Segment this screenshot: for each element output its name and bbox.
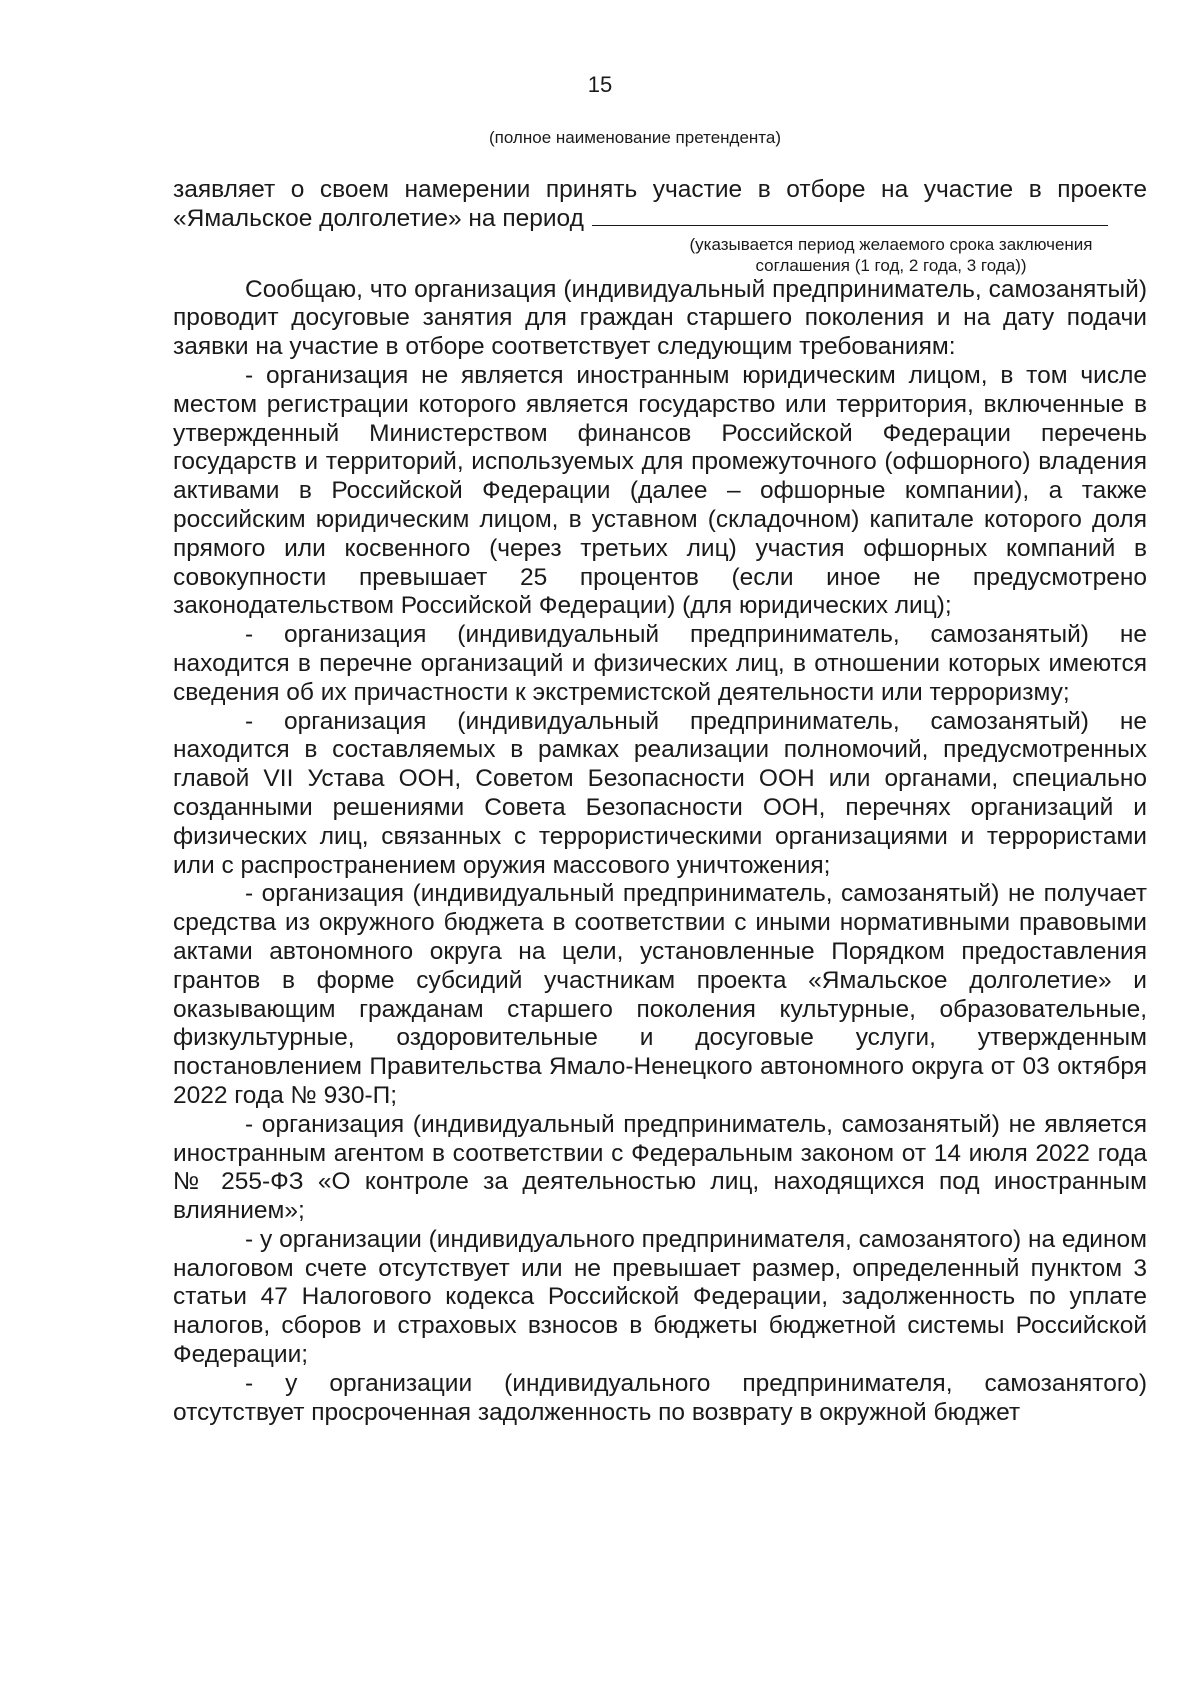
- statement-paragraph: Сообщаю, что организация (индивидуальный предприниматель, самозанятый) проводит досуговые занятия для граждан старшего поколения и на дату подачи заявки на участие в отборе соответствует следующим требованиям:: [173, 275, 1147, 361]
- applicant-name-caption: (полное наименование претендента): [488, 128, 782, 147]
- requirement-item: - организация (индивидуальный предприниматель, самозанятый) не получает средства из окружного бюджета в соответствии с иными нормативными правовыми актами автономного округа на цели, установленные Порядком предоставления грантов в форме субсидий участникам проекта «Ямальское долголетие» и оказывающим гражданам старшего поколения культурные, образовательные, физкультурные, оздоровительные и досуговые услуги, утвержденным постановлением Правительства Ямало-Ненецкого автономного округа от 03 октября 2022 года № 930-П;: [173, 880, 1147, 1109]
- requirement-item: - у организации (индивидуального предпринимателя, самозанятого) на едином налоговом счете отсутствует или не превышает размер, определенный пунктом 3 статьи 47 Налогового кодекса Российской Федерации, задолженность по уплате налогов, сборов и страховых взносов в бюджеты бюджетной системы Российской Федерации;: [173, 1225, 1147, 1369]
- requirement-item: - организация (индивидуальный предприниматель, самозанятый) не находится в перечне организаций и физических лиц, в отношении которых имеются сведения об их причастности к экстремистской деятельности или терроризму;: [173, 621, 1147, 706]
- document-body: [173, 176, 1147, 1427]
- requirement-item: - у организации (индивидуального предпринимателя, самозанятого) отсутствует просроченная задолженность по возврату в окружной бюджет: [173, 1369, 1147, 1426]
- period-note-line-2: соглашения (1 год, 2 года, 3 года)): [755, 255, 1027, 275]
- period-note-line-1: (указывается период желаемого срока заключения: [689, 234, 1093, 254]
- period-note: [635, 234, 1147, 276]
- page-number: 15: [587, 72, 613, 97]
- requirement-item: - организация (индивидуальный предприниматель, самозанятый) не находится в составляемых в рамках реализации полномочий, предусмотренных главой VII Устава ООН, Советом Безопасности ООН или органами, специально созданными решениями Совета Безопасности ООН, перечнях организаций и физических лиц, связанных с террористическими организациями и террористами или с распространением оружия массового уничтожения;: [173, 707, 1147, 879]
- period-input-line: [592, 205, 1108, 226]
- requirement-item: - организация (индивидуальный предприниматель, самозанятый) не является иностранным агентом в соответствии с Федеральным законом от 14 июля 2022 года № 255-ФЗ «О контроле за деятельностью лиц, находящихся под иностранным влиянием»;: [173, 1110, 1147, 1225]
- intro-text: заявляет о своем намерении принять участие в отборе на участие в проекте «Ямальское долголетие» на период: [173, 176, 1147, 232]
- intro-paragraph: [173, 176, 1147, 234]
- requirement-item: - организация не является иностранным юридическим лицом, в том числе местом регистрации которого является государство или территория, включенные в утвержденный Министерством финансов Российской Федерации перечень государств и территорий, используемых для промежуточного (офшорного) владения активами в Российской Федерации (далее – офшорные компании), а также российским юридическим лицом, в уставном (складочном) капитале которого доля прямого или косвенного (через третьих лиц) участия офшорных компаний в совокупности превышает 25 процентов (если иное не предусмотрено законодательством Российской Федерации) (для юридических лиц);: [173, 361, 1147, 620]
